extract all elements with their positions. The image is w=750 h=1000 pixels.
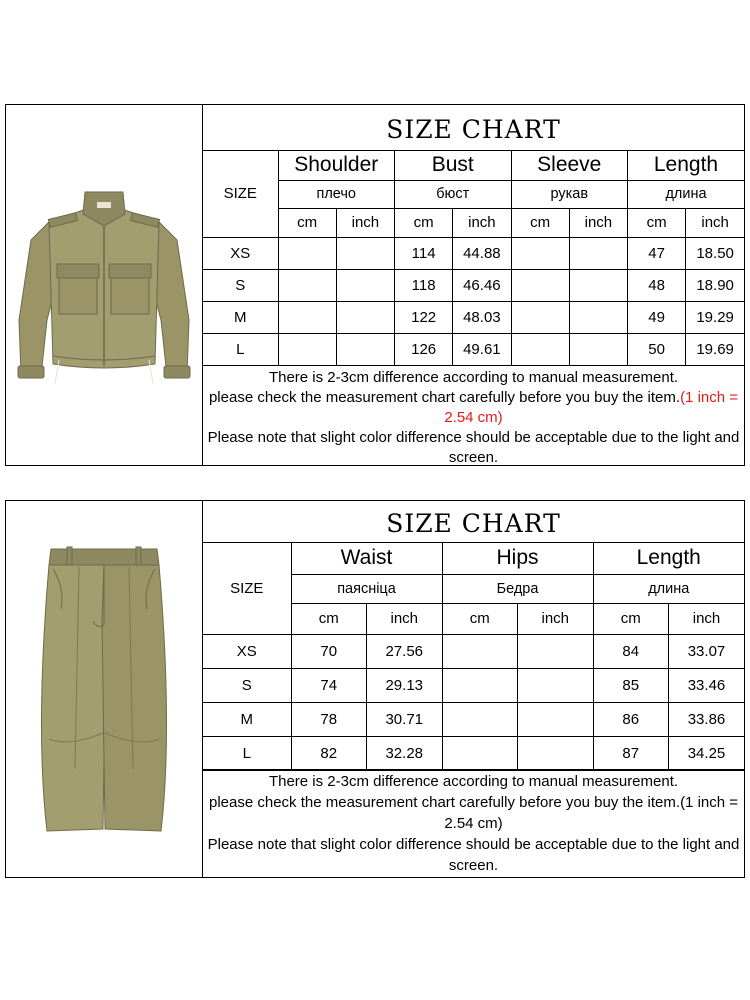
value-cell: 32.28 — [367, 736, 443, 770]
unit-label: cm — [291, 603, 367, 634]
size-header: SIZE — [203, 151, 278, 237]
unit-label: cm — [442, 603, 518, 634]
jacket-photo-cell — [6, 105, 203, 465]
value-cell — [511, 269, 569, 301]
measure-ru-label: длина — [593, 574, 744, 603]
value-cell — [278, 301, 336, 333]
value-cell: 19.69 — [686, 333, 744, 365]
value-cell — [442, 702, 518, 736]
value-cell — [336, 269, 394, 301]
value-cell: 85 — [593, 668, 669, 702]
pants-chart — [203, 501, 744, 877]
measure-header: Length — [593, 543, 744, 574]
value-cell: 82 — [291, 736, 367, 770]
value-cell: 87 — [593, 736, 669, 770]
table-row — [203, 702, 744, 736]
measure-header: Length — [628, 151, 745, 180]
pants-chart-title: SIZE CHART — [203, 501, 744, 543]
value-cell — [278, 237, 336, 269]
value-cell: 118 — [395, 269, 453, 301]
value-cell — [278, 333, 336, 365]
value-cell: 126 — [395, 333, 453, 365]
conversion-note: (1 inch = 2.54 cm) — [444, 389, 739, 426]
note-text: please check the measurement chart carefully before you buy the item. — [208, 389, 681, 406]
value-cell — [442, 668, 518, 702]
measure-header: Sleeve — [511, 151, 628, 180]
pants-photo-cell — [6, 501, 203, 877]
size-cell: XS — [203, 237, 278, 269]
note-line: please check the measurement chart carefully before you buy the item.(1 inch = 2.54 cm) — [208, 794, 739, 832]
table-row — [203, 736, 744, 770]
measure-ru-label: рукав — [511, 180, 628, 208]
note-line: Please note that slight color difference should be acceptable due to the light and screen. — [207, 429, 740, 466]
size-cell: S — [203, 668, 291, 702]
measure-header: Hips — [442, 543, 593, 574]
value-cell: 48.03 — [453, 301, 511, 333]
value-cell: 34.25 — [669, 736, 745, 770]
value-cell: 122 — [395, 301, 453, 333]
value-cell: 49.61 — [453, 333, 511, 365]
measure-ru-label: плечо — [278, 180, 395, 208]
jacket-size-table — [203, 151, 744, 366]
value-cell: 46.46 — [453, 269, 511, 301]
value-cell — [442, 736, 518, 770]
unit-label: inch — [367, 603, 443, 634]
value-cell: 33.46 — [669, 668, 745, 702]
value-cell: 29.13 — [367, 668, 443, 702]
unit-label: inch — [669, 603, 745, 634]
value-cell: 44.88 — [453, 237, 511, 269]
note-line: There is 2-3cm difference according to manual measurement. — [268, 369, 679, 386]
measure-ru-label: бюст — [395, 180, 512, 208]
table-row — [203, 634, 744, 668]
value-cell — [336, 237, 394, 269]
value-cell: 70 — [291, 634, 367, 668]
pants-image — [9, 529, 199, 849]
value-cell: 49 — [628, 301, 686, 333]
value-cell — [569, 333, 627, 365]
value-cell: 19.29 — [686, 301, 744, 333]
value-cell: 33.07 — [669, 634, 745, 668]
size-header: SIZE — [203, 543, 291, 634]
value-cell — [336, 333, 394, 365]
measure-header: Shoulder — [278, 151, 395, 180]
value-cell — [511, 333, 569, 365]
table-row — [203, 301, 744, 333]
value-cell: 84 — [593, 634, 669, 668]
unit-label: inch — [686, 208, 744, 237]
unit-label: cm — [278, 208, 336, 237]
value-cell: 27.56 — [367, 634, 443, 668]
value-cell — [569, 237, 627, 269]
unit-label: inch — [453, 208, 511, 237]
value-cell: 47 — [628, 237, 686, 269]
value-cell — [518, 702, 594, 736]
size-cell: M — [203, 702, 291, 736]
note-line: There is 2-3cm difference according to manual measurement. — [268, 773, 679, 790]
jacket-chart — [203, 105, 744, 465]
unit-label: cm — [593, 603, 669, 634]
value-cell: 50 — [628, 333, 686, 365]
table-row — [203, 237, 744, 269]
pants-size-panel — [5, 500, 745, 878]
measure-ru-label: Бедра — [442, 574, 593, 603]
value-cell: 48 — [628, 269, 686, 301]
note-line — [207, 388, 740, 428]
value-cell — [511, 237, 569, 269]
value-cell — [511, 301, 569, 333]
size-cell: S — [203, 269, 278, 301]
value-cell: 78 — [291, 702, 367, 736]
unit-label: inch — [518, 603, 594, 634]
value-cell — [518, 668, 594, 702]
unit-label: cm — [511, 208, 569, 237]
measure-ru-label: длина — [628, 180, 745, 208]
value-cell: 18.50 — [686, 237, 744, 269]
unit-label: inch — [336, 208, 394, 237]
value-cell — [569, 269, 627, 301]
value-cell: 74 — [291, 668, 367, 702]
value-cell: 30.71 — [367, 702, 443, 736]
size-cell: L — [203, 333, 278, 365]
measure-header: Bust — [395, 151, 512, 180]
value-cell: 114 — [395, 237, 453, 269]
jacket-image — [9, 170, 199, 400]
value-cell — [278, 269, 336, 301]
table-row — [203, 668, 744, 702]
unit-label: cm — [628, 208, 686, 237]
size-cell: M — [203, 301, 278, 333]
pants-notes — [203, 769, 744, 877]
measure-ru-label: паясніца — [291, 574, 442, 603]
measure-header: Waist — [291, 543, 442, 574]
value-cell: 33.86 — [669, 702, 745, 736]
unit-label: inch — [569, 208, 627, 237]
jacket-notes — [203, 365, 744, 465]
table-row — [203, 269, 744, 301]
table-row — [203, 333, 744, 365]
value-cell: 86 — [593, 702, 669, 736]
value-cell — [518, 634, 594, 668]
jacket-chart-title: SIZE CHART — [203, 105, 744, 151]
size-cell: L — [203, 736, 291, 770]
pants-size-table — [203, 543, 744, 771]
note-line: Please note that slight color difference should be acceptable due to the light and screen. — [207, 836, 740, 874]
jacket-size-panel — [5, 104, 745, 466]
unit-label: cm — [395, 208, 453, 237]
value-cell: 18.90 — [686, 269, 744, 301]
value-cell — [442, 634, 518, 668]
size-cell: XS — [203, 634, 291, 668]
value-cell — [569, 301, 627, 333]
value-cell — [518, 736, 594, 770]
value-cell — [336, 301, 394, 333]
